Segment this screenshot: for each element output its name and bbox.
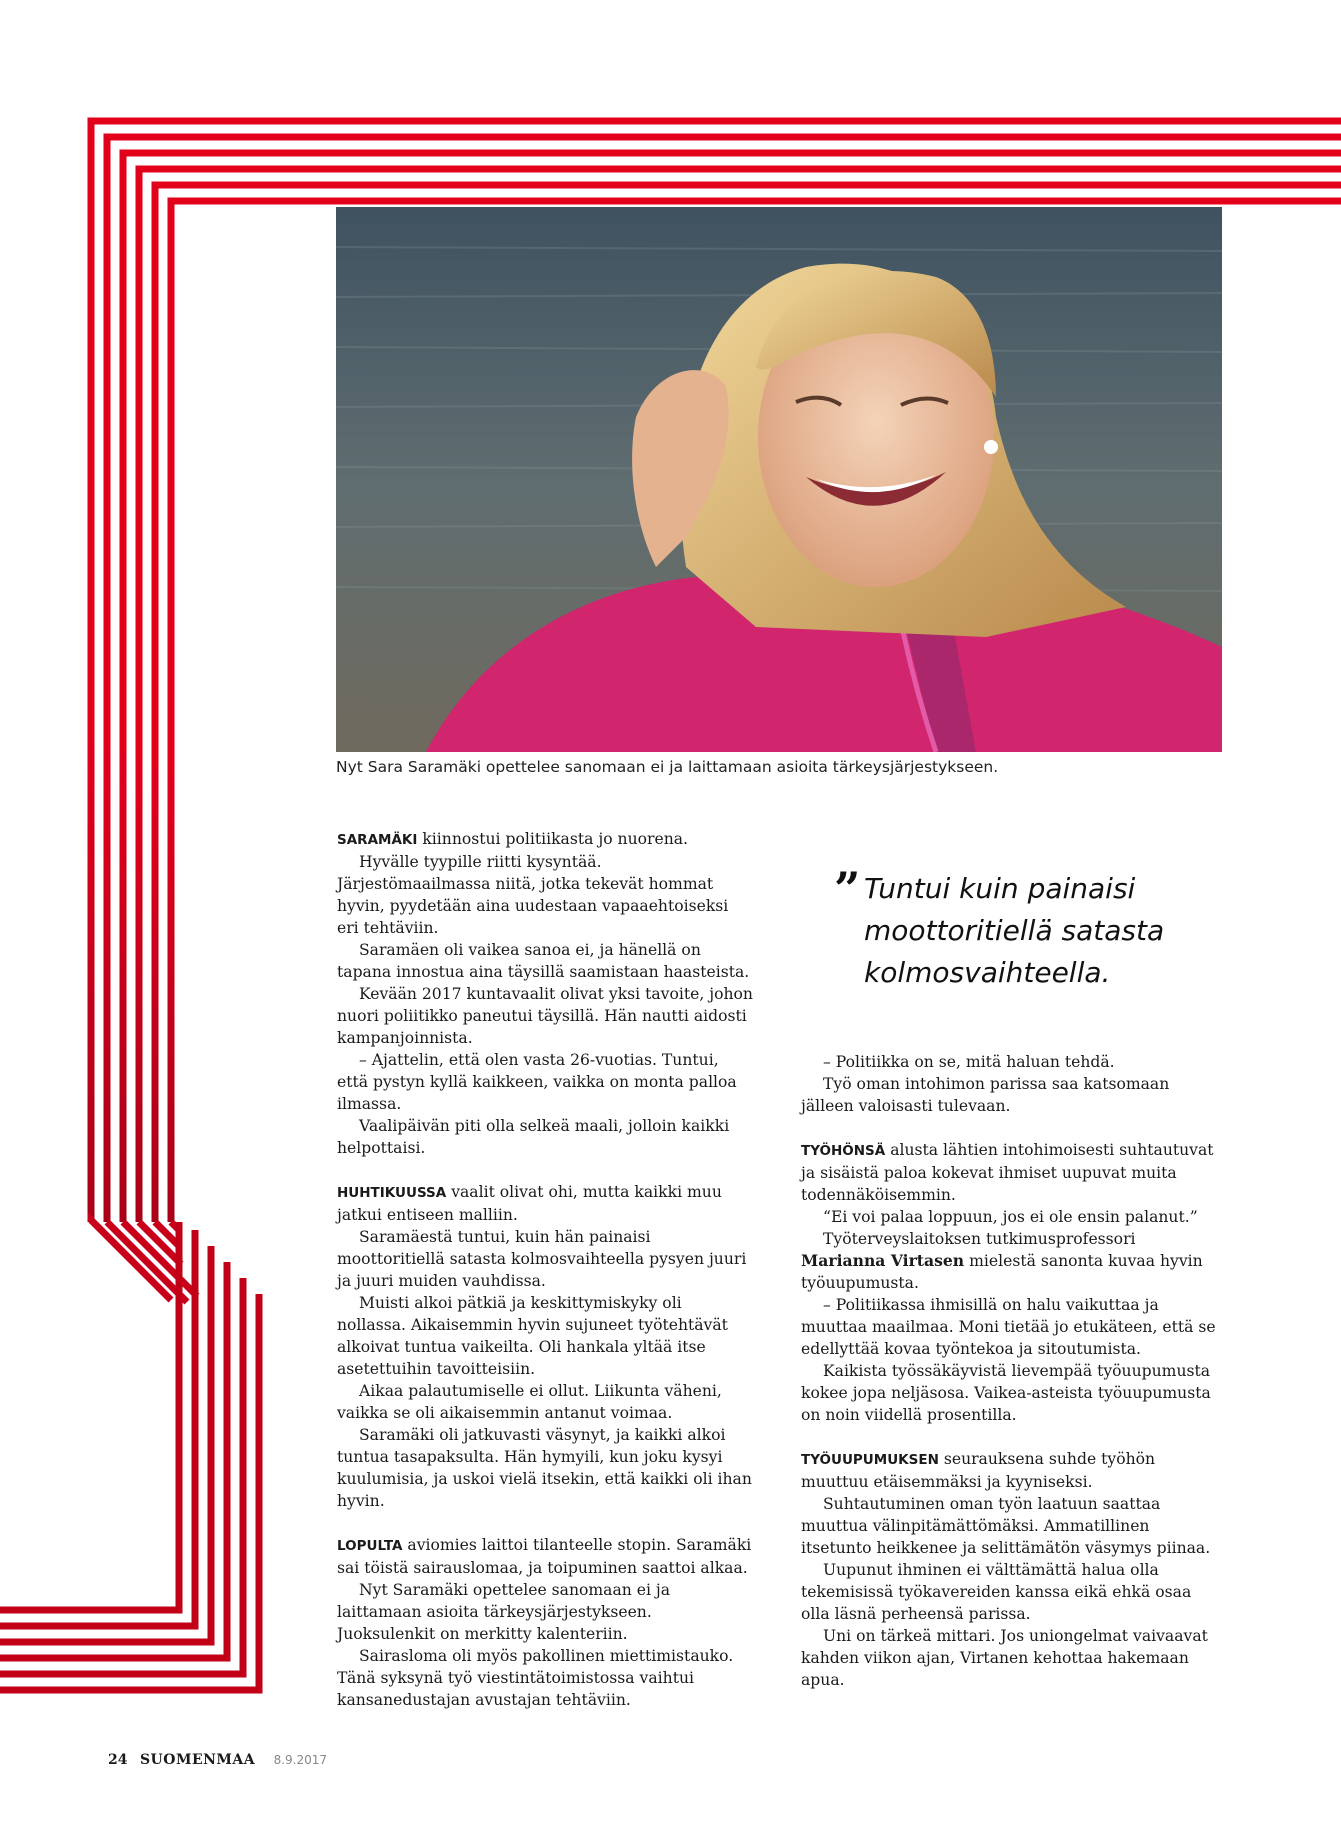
paragraph [337, 828, 753, 851]
paragraph: – Ajattelin, että olen vasta 26-vuotias. Tuntui, että pystyn kyllä kaikkeen, vaikka on monta palloa ilmassa. [337, 1051, 737, 1113]
paragraph: Saramäki oli jatkuvasti väsynyt, ja kaikki alkoi tuntua tasapaksulta. Hän hymyili, kun joku kysyi kuulumisia, ja uskoi vielä itsekin, että kaikki oli ihan hyvin. [337, 1426, 752, 1510]
person-name: Marianna Virtasen [801, 1251, 965, 1270]
paragraph: Uupunut ihminen ei välttämättä halua olla tekemisissä työkavereiden kanssa eikä ehkä osaa olla läsnä perheensä parissa. [801, 1561, 1192, 1623]
section-kicker: TYÖHÖNSÄ [801, 1143, 886, 1159]
paragraph: Sairasloma oli myös pakollinen miettimistauko. Tänä syksynä työ viestintätoimistossa vaihtui kansanedustajan avustajan tehtäviin. [337, 1647, 734, 1709]
section-kicker: TYÖUUPUMUKSEN [801, 1452, 939, 1468]
page-footer [108, 1752, 327, 1768]
article-column-right [801, 1051, 1217, 1691]
paragraph [801, 1139, 1217, 1206]
pull-quote [832, 868, 1192, 994]
paragraph: Hyvälle tyypille riitti kysyntää. Järjestömaailmassa niitä, jotka tekevät hommat hyvin, pyydetään aina uudestaan vapaaehtoiseksi eri tehtäviin. [337, 853, 729, 937]
pull-quote-text: Tuntui kuin painaisi moottoritiellä satasta kolmosvaihteella. [864, 872, 1165, 989]
paragraph-text: vaalit olivat ohi, mutta kaikki muu jatkui entiseen malliin. [337, 1183, 722, 1224]
portrait-illustration [336, 207, 1222, 752]
paragraph [337, 1534, 753, 1579]
paragraph [801, 1228, 1217, 1294]
paragraph: Muisti alkoi pätkiä ja keskittymiskyky oli nollassa. Aikaisemmin hyvin sujuneet työtehtävät alkoivat tuntua vaikeilta. Oli hankala yltää itse asetettuihin tavoitteisiin. [337, 1294, 728, 1378]
paragraph: Saramäestä tuntui, kuin hän painaisi moottoritiellä satasta kolmosvaihteella pysyen juuri ja juuri muiden vauhdissa. [337, 1228, 747, 1290]
paragraph [337, 1181, 753, 1226]
paragraph-text: kiinnostui politiikasta jo nuorena. [417, 830, 688, 848]
paragraph: Vaalipäivän piti olla selkeä maali, jolloin kaikki helpottaisi. [337, 1117, 730, 1157]
paragraph: Työ oman intohimon parissa saa katsomaan jälleen valoisasti tulevaan. [801, 1075, 1170, 1115]
paragraph: Saramäen oli vaikea sanoa ei, ja hänellä on tapana innostua aina täysillä saamistaan haasteista. [337, 941, 750, 981]
quote-mark-icon: ” [834, 862, 861, 916]
paragraph: – Politiikka on se, mitä haluan tehdä. [823, 1053, 1115, 1071]
article-column-left [337, 828, 753, 1711]
paragraph [801, 1448, 1217, 1493]
paragraph: Aikaa palautumiselle ei ollut. Liikunta väheni, vaikka se oli aikaisemmin antanut voimaa. [337, 1382, 722, 1422]
paragraph: Uni on tärkeä mittari. Jos uniongelmat vaivaavat kahden viikon ajan, Virtanen kehottaa hakemaan apua. [801, 1627, 1208, 1689]
section-kicker: HUHTIKUUSSA [337, 1185, 447, 1201]
paragraph-text: mielestä sanonta kuvaa hyvin työuupumusta. [801, 1252, 1203, 1292]
paragraph: Kaikista työssäkäyvistä lievempää työuupumusta kokee jopa neljäsosa. Vaikea-asteista työuupumusta on noin viidellä prosentilla. [801, 1362, 1211, 1424]
paragraph: – Politiikassa ihmisillä on halu vaikuttaa ja muuttaa maailmaa. Moni tietää jo etukäteen, että se edellyttää kovaa työntekoa ja sitoutumista. [801, 1296, 1216, 1358]
section-kicker: SARAMÄKI [337, 832, 418, 848]
section-kicker: LOPULTA [337, 1538, 403, 1554]
portrait-photo [336, 207, 1222, 752]
paragraph: “Ei voi palaa loppuun, jos ei ole ensin palanut.” [823, 1208, 1198, 1226]
photo-caption: Nyt Sara Saramäki opettelee sanomaan ei ja laittamaan asioita tärkeysjärjestykseen. [336, 758, 999, 776]
magazine-name: SUOMENMAA [139, 1752, 256, 1768]
issue-date: 8.9.2017 [273, 1753, 328, 1767]
paragraph: Suhtautuminen oman työn laatuun saattaa muuttua välinpitämättömäksi. Ammatillinen itsetunto heikkenee ja selittämätön väsymys piinaa. [801, 1495, 1211, 1557]
page-number: 24 [108, 1752, 128, 1768]
paragraph: Kevään 2017 kuntavaalit olivat yksi tavoite, johon nuori poliitikko paneutui täysillä. Hän nautti aidosti kampanjoinnista. [337, 985, 753, 1047]
paragraph: Nyt Saramäki opettelee sanomaan ei ja laittamaan asioita tärkeysjärjestykseen. Juoksulenkit on merkitty kalenteriin. [337, 1581, 671, 1643]
paragraph-text: aviomies laittoi tilanteelle stopin. Saramäki sai töistä sairauslomaa, ja toipuminen saattoi alkaa. [337, 1536, 752, 1577]
paragraph-text: Työterveyslaitoksen tutkimusprofessori [823, 1230, 1136, 1248]
paragraph-text: seurauksena suhde työhön muuttuu etäisemmäksi ja kyyniseksi. [801, 1450, 1156, 1491]
paragraph-text: alusta lähtien intohimoisesti suhtautuvat ja sisäistä paloa kokevat ihmiset uupuvat muita todennäköisemmin. [801, 1141, 1214, 1204]
